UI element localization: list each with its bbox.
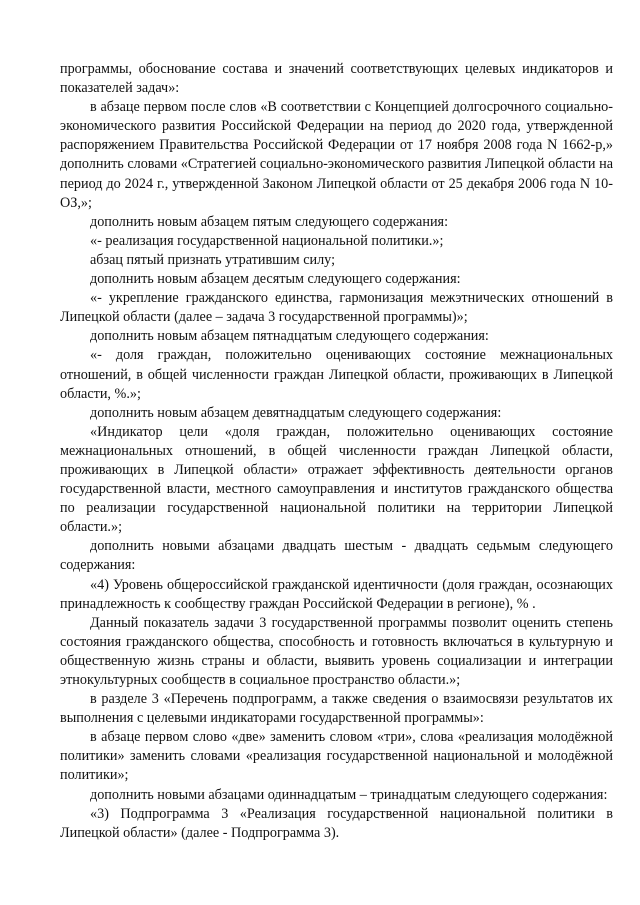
paragraph-11: «Индикатор цели «доля граждан, положительно оценивающих состояние межнациональных отношений, в общей численности граждан Липецкой области, проживающих в Липецкой области» отражает эффективность деятельности органов государственной власти, местного самоуправления и институтов гражданского общества по реализации государственной национальной политики на территории Липецкой области.»;: [60, 423, 613, 536]
paragraph-12: дополнить новыми абзацами двадцать шестым - двадцать седьмым следующего содержания:: [60, 538, 613, 574]
paragraph-10: дополнить новым абзацем девятнадцатым следующего содержания:: [90, 404, 502, 421]
paragraph-14: Данный показатель задачи 3 государственной программы позволит оценить степень состояния гражданского общества, способность и готовность включаться в культурную и общественную жизнь страны и области, выявить уровень социализации и интеграции этнокультурных сообществ в социальное пространство области.»;: [60, 614, 613, 688]
paragraph-7: «- укрепление гражданского единства, гармонизация межэтнических отношений в Липецкой области (далее – задача 3 государственной программы)»;: [60, 290, 613, 326]
paragraph-4: «- реализация государственной национальной политики.»;: [90, 232, 444, 249]
paragraph-3: дополнить новым абзацем пятым следующего содержания:: [90, 213, 449, 230]
paragraph-1: программы, обоснование состава и значений соответствующих целевых индикаторов и показателей задач»:: [60, 61, 613, 97]
paragraph-2: в абзаце первом после слов «В соответствии с Концепцией долгосрочного социально-экономического развития Российской Федерации на период до 2020 года, утвержденной распоряжением Правительства Российской Федерации от 17 ноября 2008 года N 1662-р,» дополнить словами «Стратегией социально-экономического развития Липецкой области на период до 2024 г., утвержденной Законом Липецкой области от 25 декабря 2006 года N 10-ОЗ,»;: [60, 99, 613, 211]
paragraph-15: в разделе 3 «Перечень подпрограмм, а также сведения о взаимосвязи результатов их выполнения с целевыми индикаторами государственной программы»:: [60, 691, 613, 727]
paragraph-5: абзац пятый признать утратившим силу;: [90, 251, 336, 268]
document-page: [60, 60, 613, 843]
paragraph-8: дополнить новым абзацем пятнадцатым следующего содержания:: [90, 328, 489, 345]
paragraph-6: дополнить новым абзацем десятым следующего содержания:: [90, 271, 461, 288]
paragraph-17: дополнить новыми абзацами одиннадцатым – тринадцатым следующего содержания:: [90, 786, 608, 803]
paragraph-16: в абзаце первом слово «две» заменить словом «три», слова «реализация молодёжной политики» заменить словами «реализация государственной национальной и молодёжной политики»;: [60, 729, 613, 784]
paragraph-9: «- доля граждан, положительно оценивающих состояние межнациональных отношений, в общей численности граждан Липецкой области, проживающих в Липецкой области, %.»;: [60, 347, 613, 402]
paragraph-13: «4) Уровень общероссийской гражданской идентичности (доля граждан, осознающих принадлежность к сообществу граждан Российской Федерации в регионе), % .: [60, 576, 613, 612]
paragraph-18: «3) Подпрограмма 3 «Реализация государственной национальной политики в Липецкой области» (далее - Подпрограмма 3).: [60, 805, 613, 841]
